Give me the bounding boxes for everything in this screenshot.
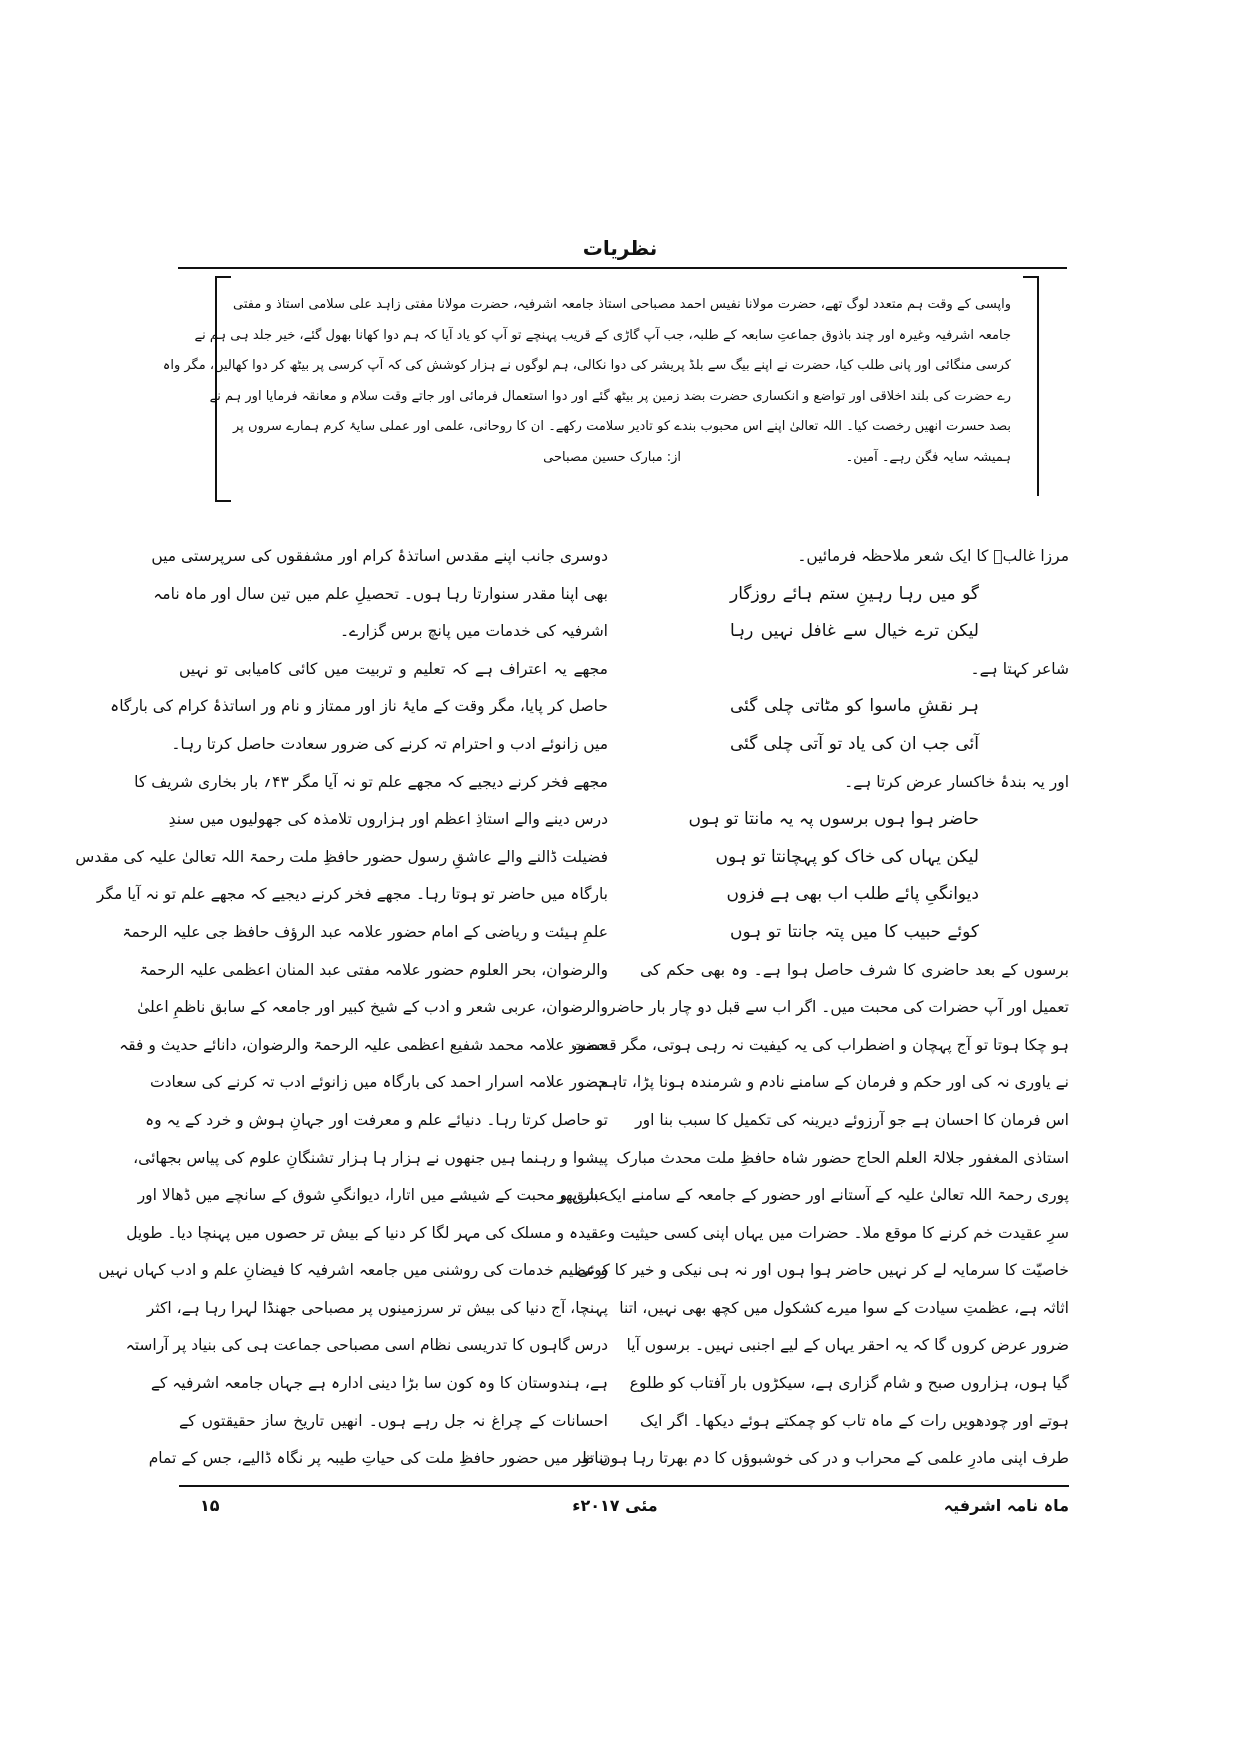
- text-line: فضیلت ڈالنے والے عاشقِ رسول حضور حافظِ ملت رحمۃ اللہ تعالیٰ علیہ کی مقدس: [75, 847, 608, 866]
- text-line: پیشوا و رہنما ہیں جنھوں نے ہزار ہا ہزار تشنگانِ علوم کی پیاس بجھائی،: [133, 1148, 608, 1167]
- text-line: طرف اپنی مادرِ علمی کے محراب و در کی خوشبوؤں کا دم بھرتا رہا ہوں تو: [581, 1449, 1069, 1468]
- verse-line: حاضر ہوا ہوں برسوں پہ یہ مانتا تو ہوں: [688, 809, 979, 830]
- verse-line: آئی جب ان کی یاد تو آتی چلی گئی: [730, 733, 979, 754]
- text-line: تناظر میں حضور حافظِ ملت کی حیاتِ طیبہ پر نگاہ ڈالیے، جس کے تمام: [148, 1449, 608, 1468]
- text-line: عشق و محبت کے شیشے میں اتارا، دیوانگیِ شوق کے سانچے میں ڈھالا اور: [137, 1186, 608, 1205]
- verse-line: کوئے حبیب کا میں پتہ جانتا تو ہوں: [730, 921, 979, 942]
- text-line: علمِ ہیئت و ریاضی کے امام حضور علامہ عبد الرؤف حافظ جی علیہ الرحمۃ: [122, 922, 608, 941]
- text-line: گیا ہوں، ہزاروں صبح و شام گزاری ہے، سیکڑوں بار آفتاب کو طلوع: [629, 1374, 1069, 1393]
- text-line: احسانات کے چراغ نہ جل رہے ہوں۔ انھیں تاریخ ساز حقیقتوں کے: [179, 1411, 608, 1430]
- text-line: مرزا غالبؔ کا ایک شعر ملاحظہ فرمائیں۔: [797, 547, 1069, 565]
- text-line: و عظیم خدمات کی روشنی میں جامعہ اشرفیہ کا فیضانِ علم و ادب کہاں نہیں: [98, 1261, 608, 1280]
- right-column: [557, 538, 1069, 1478]
- page-number: ۱۵: [200, 1496, 220, 1515]
- text-line: والرضوان، بحر العلوم حضور علامہ مفتی عبد المنان اعظمی علیہ الرحمۃ: [139, 960, 608, 979]
- text-line: سرِ عقیدت خم کرنے کا موقع ملا۔ حضرات میں یہاں اپنی کسی حیثیت و: [607, 1223, 1069, 1242]
- text-line: تو حاصل کرتا رہا۔ دنیائے علم و معرفت اور جہانِ ہوش و خرد کے یہ وہ: [145, 1110, 608, 1129]
- text-line: دوسری جانب اپنے مقدس اساتذۂ کرام اور مشفقوں کی سرپرستی میں: [151, 547, 608, 565]
- text-line: ہے، ہندوستان کا وہ کون سا بڑا دینی ادارہ ہے جہاں جامعہ اشرفیہ کے: [150, 1374, 608, 1393]
- text-line: استاذی المغفور جلالۃ العلم الحاج حضور شاہ حافظِ ملت محدث مبارک: [616, 1148, 1069, 1167]
- text-line: ضرور عرض کروں گا کہ یہ احقر یہاں کے لیے اجنبی نہیں۔ برسوں آیا: [626, 1336, 1069, 1355]
- section-title: نظریات: [582, 236, 658, 260]
- box-bracket: [215, 276, 231, 286]
- footer-rule: [179, 1485, 1069, 1487]
- text-line: بھی اپنا مقدر سنوارتا رہا ہوں۔ تحصیلِ علم میں تین سال اور ماہ نامہ: [153, 584, 608, 603]
- text-line: درس گاہوں کا تدریسی نظام اسی مصباحی جماعت ہی کی بنیاد پر آراستہ: [125, 1336, 608, 1355]
- box-line: بصد حسرت انھیں رخصت کیا۔ اللہ تعالیٰ اپنے اس محبوب بندے کو تادیر سلامت رکھے۔ ان کا روحانی، علمی اور عملی سایۂ کرم ہمارے سروں پر: [233, 419, 1011, 434]
- verse-line: ہر نقشِ ماسوا کو مٹاتی چلی گئی: [730, 696, 979, 717]
- header-rule: [178, 267, 1067, 269]
- author-credit: از: مبارک حسین مصباحی: [543, 449, 681, 465]
- closing-text: ہمیشہ سایہ فگن رہے۔ آمین۔: [845, 449, 1011, 465]
- text-line: حضور علامہ اسرار احمد کی بارگاہ میں زانوئے ادب تہ کرنے کی سعادت: [150, 1073, 608, 1092]
- box-line: کرسی منگائی اور پانی طلب کیا، حضرت نے اپنے بیگ سے بلڈ پریشر کی دوا نکالی، ہم لوگوں نے ہزار کوشش کی کہ آپ کرسی پر بیٹھ کر دوا کھالیں، مگر واہ: [162, 358, 1011, 373]
- box-bracket: [1037, 276, 1039, 496]
- text-line: خاصیّت کا سرمایہ لے کر نہیں حاضر ہوا ہوں اور نہ ہی نیکی و خیر کا کوئی: [577, 1261, 1069, 1280]
- text-line: اشرفیہ کی خدمات میں پانچ برس گزارے۔: [339, 622, 608, 641]
- box-line: رے حضرت کی بلند اخلاقی اور تواضع و انکساری حضرت بضد زمین پر بیٹھ گئے اور دوا استعمال فرمائی اور جاتے وقت سلام و معانقہ فرمایا اور ہم نے: [209, 388, 1011, 404]
- text-line: حضور علامہ محمد شفیع اعظمی علیہ الرحمۃ والرضوان، دانائے حدیث و فقہ: [119, 1035, 608, 1054]
- text-line: ہو چکا ہوتا تو آج پہچان و اضطراب کی یہ کیفیت نہ رہی ہوتی، مگر قسمت: [571, 1035, 1069, 1054]
- text-line: میں زانوئے ادب و احترام تہ کرنے کی ضرور سعادت حاصل کرتا رہا۔: [171, 734, 608, 753]
- text-line: اور یہ بندۂ خاکسار عرض کرتا ہے۔: [844, 772, 1069, 791]
- magazine-name: ماہ نامہ اشرفیہ: [943, 1496, 1069, 1515]
- verse-line: لیکن ترے خیال سے غافل نہیں رہا: [730, 621, 979, 642]
- box-closing-row: [233, 443, 1011, 474]
- text-line: برسوں کے بعد حاضری کا شرف حاصل ہوا ہے۔ وہ بھی حکم کی: [640, 960, 1069, 979]
- text-line: مجھے یہ اعتراف ہے کہ تعلیم و تربیت میں کائی کامیابی تو نہیں: [179, 659, 608, 678]
- text-line: شاعر کہتا ہے۔: [970, 659, 1069, 678]
- text-line: پوری رحمۃ اللہ تعالیٰ علیہ کے آستانے اور حضور کے جامعہ کے سامنے ایک بار پھر: [557, 1186, 1069, 1205]
- text-line: پہنچا، آج دنیا کی بیش تر سرزمینوں پر مصباحی جھنڈا لہرا رہا ہے، اکثر: [146, 1298, 608, 1317]
- verse-line: گو میں رہا رہینِ ستم ہائے روزگار: [730, 583, 979, 604]
- text-line: والرضوان، عربی شعر و ادب کے شیخ کبیر اور جامعہ کے سابق ناظمِ اعلیٰ: [137, 998, 608, 1017]
- quoted-box: [162, 276, 1039, 502]
- text-line: تعمیل اور آپ حضرات کی محبت میں۔ اگر اب سے قبل دو چار بار حاضر: [608, 998, 1069, 1017]
- text-line: عقیدہ و مسلک کی مہر لگا کر دنیا کے بیش تر حصوں میں پہنچا دیا۔ طویل: [126, 1223, 608, 1242]
- box-text: [162, 290, 1011, 473]
- box-bracket: [215, 492, 231, 502]
- verse-line: دیوانگیِ پائے طلب اب بھی ہے فزوں: [726, 884, 979, 905]
- text-line: اثاثہ ہے، عظمتِ سیادت کے سوا میرے کشکول میں کچھ بھی نہیں، اتنا: [619, 1298, 1069, 1317]
- text-line: مجھے فخر کرنے دیجیے کہ مجھے علم تو نہ آیا مگر ۴۳؍ بار بخاری شریف کا: [134, 772, 608, 791]
- box-line: جامعہ اشرفیہ وغیرہ اور چند باذوق جماعتِ سابعہ کے طلبہ، جب آپ گاڑی کے قریب پہنچے تو آپ کو یاد آیا کہ ہم دوا کھانا بھول گئے، خیر جلد ہی ہم نے: [194, 327, 1011, 343]
- text-line: درس دینے والے استاذِ اعظم اور ہزاروں تلامذہ کی جھولیوں میں سندِ: [168, 810, 608, 829]
- text-line: نے یاوری نہ کی اور حکم و فرمان کے سامنے نادم و شرمندہ ہونا پڑا، تاہم: [598, 1073, 1069, 1092]
- text-line: اس فرمان کا احسان ہے جو آرزوئے دیرینہ کی تکمیل کا سبب بنا اور: [635, 1110, 1069, 1129]
- text-line: حاصل کر پایا، مگر وقت کے مایۂ ناز اور ممتاز و نام ور اساتذۂ کرام کی بارگاہ: [110, 697, 608, 716]
- left-column: [75, 538, 608, 1478]
- text-line: بارگاہ میں حاضر تو ہوتا رہا۔ مجھے فخر کرنے دیجیے کہ مجھے علم تو نہ آیا مگر: [96, 885, 608, 904]
- box-line: واپسی کے وقت ہم متعدد لوگ تھے، حضرت مولانا نفیس احمد مصباحی استاذ جامعہ اشرفیہ، حضرت مولانا مفتی زاہد علی سلامی استاذ و مفتی: [233, 297, 1011, 312]
- issue-date: مئی ۲۰۱۷ء: [572, 1496, 658, 1515]
- verse-line: لیکن یہاں کی خاک کو پہچانتا تو ہوں: [715, 846, 979, 867]
- text-line: ہوتے اور چودھویں رات کے ماہ تاب کو چمکتے ہوئے دیکھا۔ اگر ایک: [640, 1411, 1069, 1430]
